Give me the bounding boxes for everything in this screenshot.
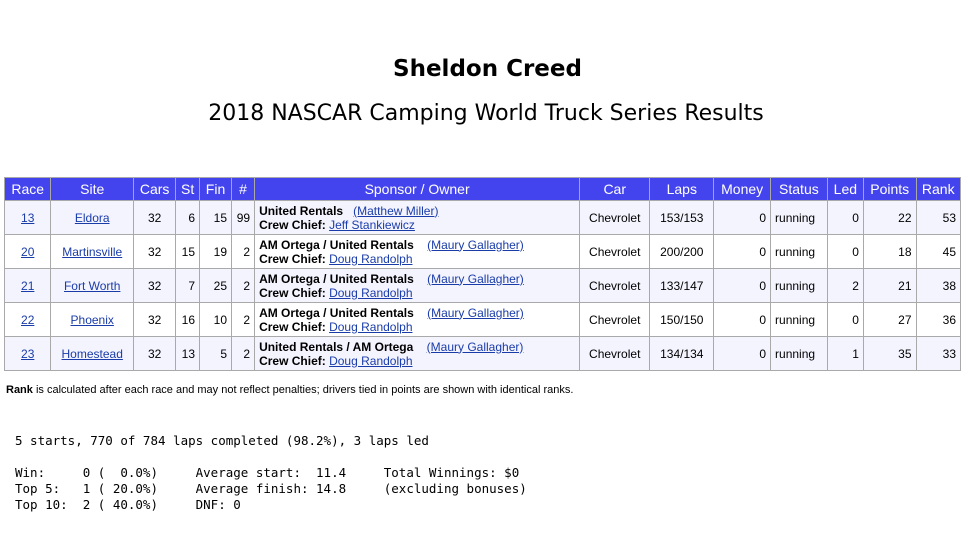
col-start: St (176, 178, 200, 201)
laps-cell: 134/134 (650, 337, 714, 371)
start-cell: 13 (176, 337, 200, 371)
money-cell: 0 (714, 337, 771, 371)
points-cell: 35 (863, 337, 916, 371)
rank-cell: 36 (916, 303, 960, 337)
laps-cell: 153/153 (650, 201, 714, 235)
led-cell: 0 (827, 235, 863, 269)
points-cell: 22 (863, 201, 916, 235)
status-cell: running (771, 337, 828, 371)
status-cell: running (771, 201, 828, 235)
race-link[interactable]: 22 (21, 312, 35, 327)
money-cell: 0 (714, 235, 771, 269)
car-cell: Chevrolet (580, 303, 650, 337)
number-cell: 2 (232, 303, 255, 337)
race-link[interactable]: 13 (21, 210, 35, 225)
race-cell[interactable] (5, 201, 51, 235)
col-car: Car (580, 178, 650, 201)
led-cell: 0 (827, 303, 863, 337)
cars-cell: 32 (133, 201, 175, 235)
finish-cell: 5 (200, 337, 232, 371)
col-rank: Rank (916, 178, 960, 201)
table-header-row (5, 178, 961, 201)
status-cell: running (771, 235, 828, 269)
laps-cell: 133/147 (650, 269, 714, 303)
crew-chief-link[interactable]: Doug Randolph (329, 285, 413, 300)
start-cell: 16 (176, 303, 200, 337)
col-led: Led (827, 178, 863, 201)
driver-name-heading: Sheldon Creed (393, 56, 582, 82)
crew-chief-label: Crew Chief: (259, 353, 326, 368)
site-link[interactable]: Martinsville (62, 244, 123, 259)
col-finish: Fin (200, 178, 232, 201)
stats-line-win: Win: 0 ( 0.0%) Average start: 11.4 Total Winnings: $0 (15, 465, 520, 480)
owner-link[interactable]: (Maury Gallagher) (426, 339, 524, 354)
results-table (4, 177, 961, 371)
owner-link[interactable]: (Maury Gallagher) (427, 237, 524, 252)
owner-link[interactable]: (Maury Gallagher) (427, 271, 524, 286)
car-cell: Chevrolet (580, 269, 650, 303)
col-cars: Cars (133, 178, 175, 201)
crew-chief-link[interactable]: Jeff Stankiewicz (329, 217, 415, 232)
led-cell: 1 (827, 337, 863, 371)
race-link[interactable]: 23 (21, 346, 35, 361)
car-cell: Chevrolet (580, 235, 650, 269)
cars-cell: 32 (133, 269, 175, 303)
stats-summary: 5 starts, 770 of 784 laps completed (98.2%), 3 laps led (15, 433, 429, 448)
rank-cell: 53 (916, 201, 960, 235)
table-row (5, 269, 961, 303)
stats-line-top5: Top 5: 1 ( 20.0%) Average finish: 14.8 (excluding bonuses) (15, 481, 527, 496)
col-laps: Laps (650, 178, 714, 201)
finish-cell: 10 (200, 303, 232, 337)
sponsor-name: United Rentals / AM Ortega (259, 339, 414, 354)
race-cell[interactable] (5, 337, 51, 371)
sponsor-owner-cell (255, 201, 580, 235)
number-cell: 2 (232, 235, 255, 269)
finish-cell: 25 (200, 269, 232, 303)
career-stats (15, 433, 527, 513)
site-link[interactable]: Phoenix (70, 312, 114, 327)
sponsor-owner-cell (255, 303, 580, 337)
car-cell: Chevrolet (580, 337, 650, 371)
led-cell: 2 (827, 269, 863, 303)
crew-chief-label: Crew Chief: (259, 217, 326, 232)
crew-chief-label: Crew Chief: (259, 251, 326, 266)
sponsor-owner-cell (255, 235, 580, 269)
status-cell: running (771, 269, 828, 303)
crew-chief-link[interactable]: Doug Randolph (329, 251, 413, 266)
col-race: Race (5, 178, 51, 201)
col-sponsor-owner: Sponsor / Owner (255, 178, 580, 201)
table-row (5, 235, 961, 269)
points-cell: 27 (863, 303, 916, 337)
start-cell: 6 (176, 201, 200, 235)
laps-cell: 150/150 (650, 303, 714, 337)
race-link[interactable]: 20 (21, 244, 35, 259)
rank-cell: 33 (916, 337, 960, 371)
col-money: Money (714, 178, 771, 201)
number-cell: 2 (232, 269, 255, 303)
number-cell: 2 (232, 337, 255, 371)
start-cell: 7 (176, 269, 200, 303)
rank-cell: 38 (916, 269, 960, 303)
cars-cell: 32 (133, 337, 175, 371)
rank-footnote (6, 384, 573, 396)
race-cell[interactable] (5, 235, 51, 269)
race-link[interactable]: 21 (21, 278, 35, 293)
site-cell[interactable] (51, 337, 134, 371)
col-site: Site (51, 178, 134, 201)
money-cell: 0 (714, 269, 771, 303)
cars-cell: 32 (133, 235, 175, 269)
sponsor-owner-cell (255, 337, 580, 371)
crew-chief-label: Crew Chief: (259, 319, 326, 334)
table-row (5, 303, 961, 337)
col-status: Status (771, 178, 828, 201)
site-link[interactable]: Eldora (74, 210, 110, 225)
season-title-heading: 2018 NASCAR Camping World Truck Series Results (208, 101, 764, 126)
sponsor-name: AM Ortega / United Rentals (259, 271, 414, 286)
table-row (5, 337, 961, 371)
rank-footnote-label: Rank (6, 384, 33, 396)
sponsor-name: AM Ortega / United Rentals (259, 237, 414, 252)
rank-cell: 45 (916, 235, 960, 269)
points-cell: 18 (863, 235, 916, 269)
col-points: Points (863, 178, 916, 201)
laps-cell: 200/200 (650, 235, 714, 269)
sponsor-name: AM Ortega / United Rentals (259, 305, 414, 320)
table-row (5, 201, 961, 235)
status-cell: running (771, 303, 828, 337)
sponsor-name: United Rentals (259, 203, 344, 218)
points-cell: 21 (863, 269, 916, 303)
money-cell: 0 (714, 201, 771, 235)
col-number: # (232, 178, 255, 201)
start-cell: 15 (176, 235, 200, 269)
site-cell[interactable] (51, 235, 134, 269)
race-cell[interactable] (5, 269, 51, 303)
crew-chief-link[interactable]: Doug Randolph (329, 319, 413, 334)
money-cell: 0 (714, 303, 771, 337)
site-cell[interactable] (51, 269, 134, 303)
number-cell: 99 (232, 201, 255, 235)
car-cell: Chevrolet (580, 201, 650, 235)
site-cell[interactable] (51, 303, 134, 337)
led-cell: 0 (827, 201, 863, 235)
owner-link[interactable]: (Maury Gallagher) (427, 305, 524, 320)
site-link[interactable]: Fort Worth (63, 278, 121, 293)
stats-line-top10: Top 10: 2 ( 40.0%) DNF: 0 (15, 497, 241, 512)
sponsor-owner-cell (255, 269, 580, 303)
finish-cell: 15 (200, 201, 232, 235)
owner-link[interactable]: (Matthew Miller) (353, 203, 439, 218)
crew-chief-label: Crew Chief: (259, 285, 326, 300)
crew-chief-link[interactable]: Doug Randolph (329, 353, 413, 368)
finish-cell: 19 (200, 235, 232, 269)
site-cell[interactable] (51, 201, 134, 235)
race-cell[interactable] (5, 303, 51, 337)
cars-cell: 32 (133, 303, 175, 337)
rank-footnote-text: is calculated after each race and may not reflect penalties; drivers tied in points are shown with identical ranks. (32, 384, 574, 396)
site-link[interactable]: Homestead (61, 346, 123, 361)
